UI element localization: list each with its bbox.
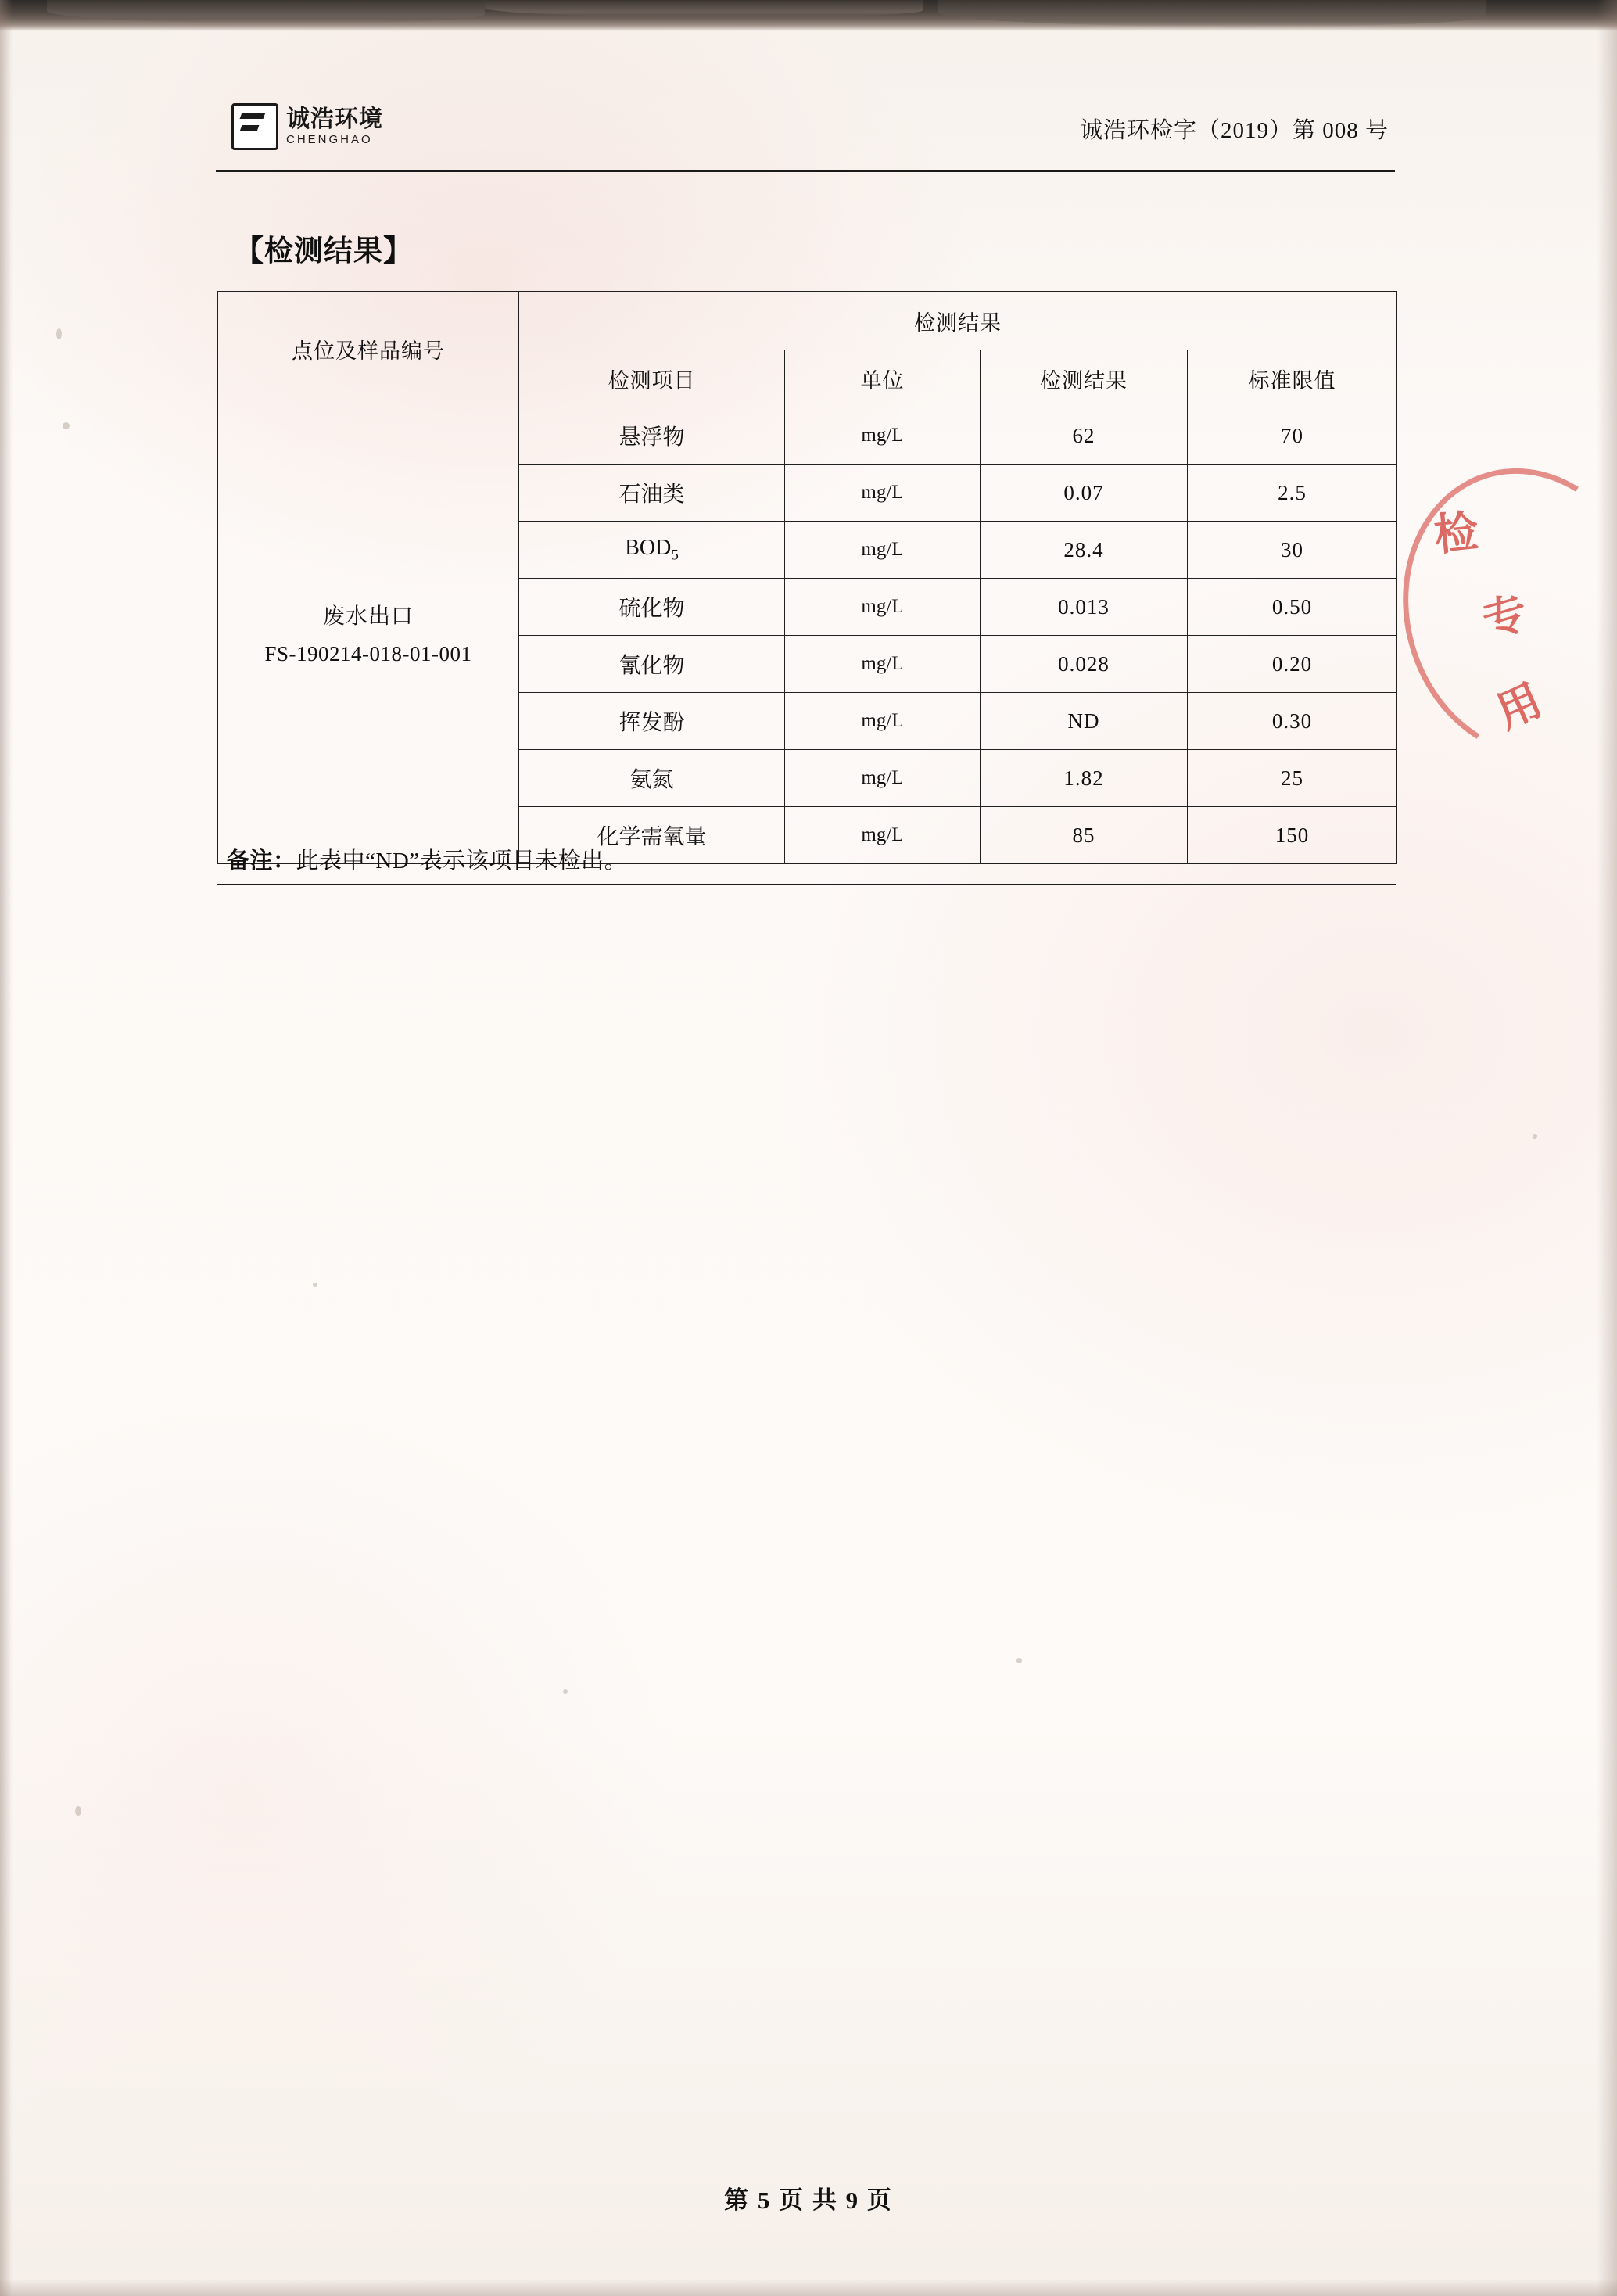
remark-text: 此表中“ND”表示该项目未检出。 bbox=[296, 848, 628, 874]
scan-edge-right bbox=[1597, 0, 1617, 2296]
header-col-unit: 单位 bbox=[785, 350, 981, 407]
remark-divider bbox=[217, 884, 1396, 885]
scan-speck bbox=[56, 328, 62, 339]
row-unit: mg/L bbox=[785, 579, 981, 636]
table-row bbox=[218, 407, 1397, 465]
table-remark bbox=[227, 843, 1400, 875]
scan-speck bbox=[563, 1689, 568, 1694]
row-limit: 0.20 bbox=[1188, 636, 1397, 693]
scan-speck bbox=[1016, 1658, 1022, 1663]
row-item: 化学需氧量 bbox=[519, 807, 785, 864]
chenghao-logo-icon bbox=[231, 103, 278, 150]
row-unit: mg/L bbox=[785, 636, 981, 693]
page-footer: 第 5 页 共 9 页 bbox=[724, 2187, 893, 2214]
seal-arc bbox=[1369, 439, 1617, 787]
row-result: 62 bbox=[981, 407, 1188, 465]
row-item: 挥发酚 bbox=[519, 693, 785, 750]
seal-char-2: 专 bbox=[1477, 588, 1533, 648]
sample-point-cell bbox=[218, 407, 519, 864]
row-item: 氰化物 bbox=[519, 636, 785, 693]
row-result: 0.07 bbox=[981, 465, 1188, 522]
row-limit: 25 bbox=[1188, 750, 1397, 807]
logo-chinese-name: 诚浩环境 bbox=[286, 106, 383, 132]
row-result: 1.82 bbox=[981, 750, 1188, 807]
row-result: 0.028 bbox=[981, 636, 1188, 693]
document-header bbox=[216, 102, 1389, 164]
row-limit: 2.5 bbox=[1188, 465, 1397, 522]
header-col-item: 检测项目 bbox=[519, 350, 785, 407]
row-item: 石油类 bbox=[519, 465, 785, 522]
scan-edge-bottom bbox=[0, 2279, 1617, 2296]
row-result: ND bbox=[981, 693, 1188, 750]
page-title: 【检测结果】 bbox=[235, 235, 413, 267]
sample-code: FS-190214-018-01-001 bbox=[264, 642, 472, 666]
results-table-wrapper bbox=[217, 291, 1396, 864]
row-item: 悬浮物 bbox=[519, 407, 785, 465]
scan-speck bbox=[313, 1283, 317, 1287]
header-group-cell: 检测结果 bbox=[519, 292, 1397, 350]
row-item-label: BOD bbox=[625, 535, 672, 560]
table-header-row-top bbox=[218, 292, 1397, 350]
logo-english-name: CHENGHAO bbox=[286, 133, 373, 147]
row-limit: 150 bbox=[1188, 807, 1397, 864]
row-limit: 0.50 bbox=[1188, 579, 1397, 636]
seal-char-1: 检 bbox=[1432, 508, 1481, 561]
row-limit: 30 bbox=[1188, 522, 1397, 579]
row-result: 28.4 bbox=[981, 522, 1188, 579]
remark-label: 备注： bbox=[227, 848, 296, 874]
row-item: 硫化物 bbox=[519, 579, 785, 636]
row-item bbox=[519, 522, 785, 579]
document-number: 诚浩环检字（2019）第 008 号 bbox=[1079, 118, 1389, 143]
scan-speck bbox=[1533, 1134, 1537, 1139]
company-logo bbox=[231, 103, 383, 150]
row-limit: 70 bbox=[1188, 407, 1397, 465]
row-item: 氨氮 bbox=[519, 750, 785, 807]
seal-char-3: 用 bbox=[1490, 676, 1550, 739]
scan-speck bbox=[75, 1806, 81, 1816]
sample-point-name: 废水出口 bbox=[322, 604, 414, 630]
row-limit: 0.30 bbox=[1188, 693, 1397, 750]
results-table bbox=[217, 291, 1397, 864]
scan-edge-left bbox=[0, 0, 13, 2296]
row-result: 0.013 bbox=[981, 579, 1188, 636]
row-result: 85 bbox=[981, 807, 1188, 864]
row-unit: mg/L bbox=[785, 465, 981, 522]
row-unit: mg/L bbox=[785, 807, 981, 864]
row-item-subscript: 5 bbox=[671, 547, 679, 564]
row-unit: mg/L bbox=[785, 693, 981, 750]
header-divider bbox=[216, 170, 1395, 172]
row-unit: mg/L bbox=[785, 522, 981, 579]
row-unit: mg/L bbox=[785, 750, 981, 807]
row-unit: mg/L bbox=[785, 407, 981, 465]
header-point-cell: 点位及样品编号 bbox=[218, 292, 519, 407]
header-col-result: 检测结果 bbox=[981, 350, 1188, 407]
scan-speck bbox=[63, 422, 70, 429]
header-col-limit: 标准限值 bbox=[1188, 350, 1397, 407]
